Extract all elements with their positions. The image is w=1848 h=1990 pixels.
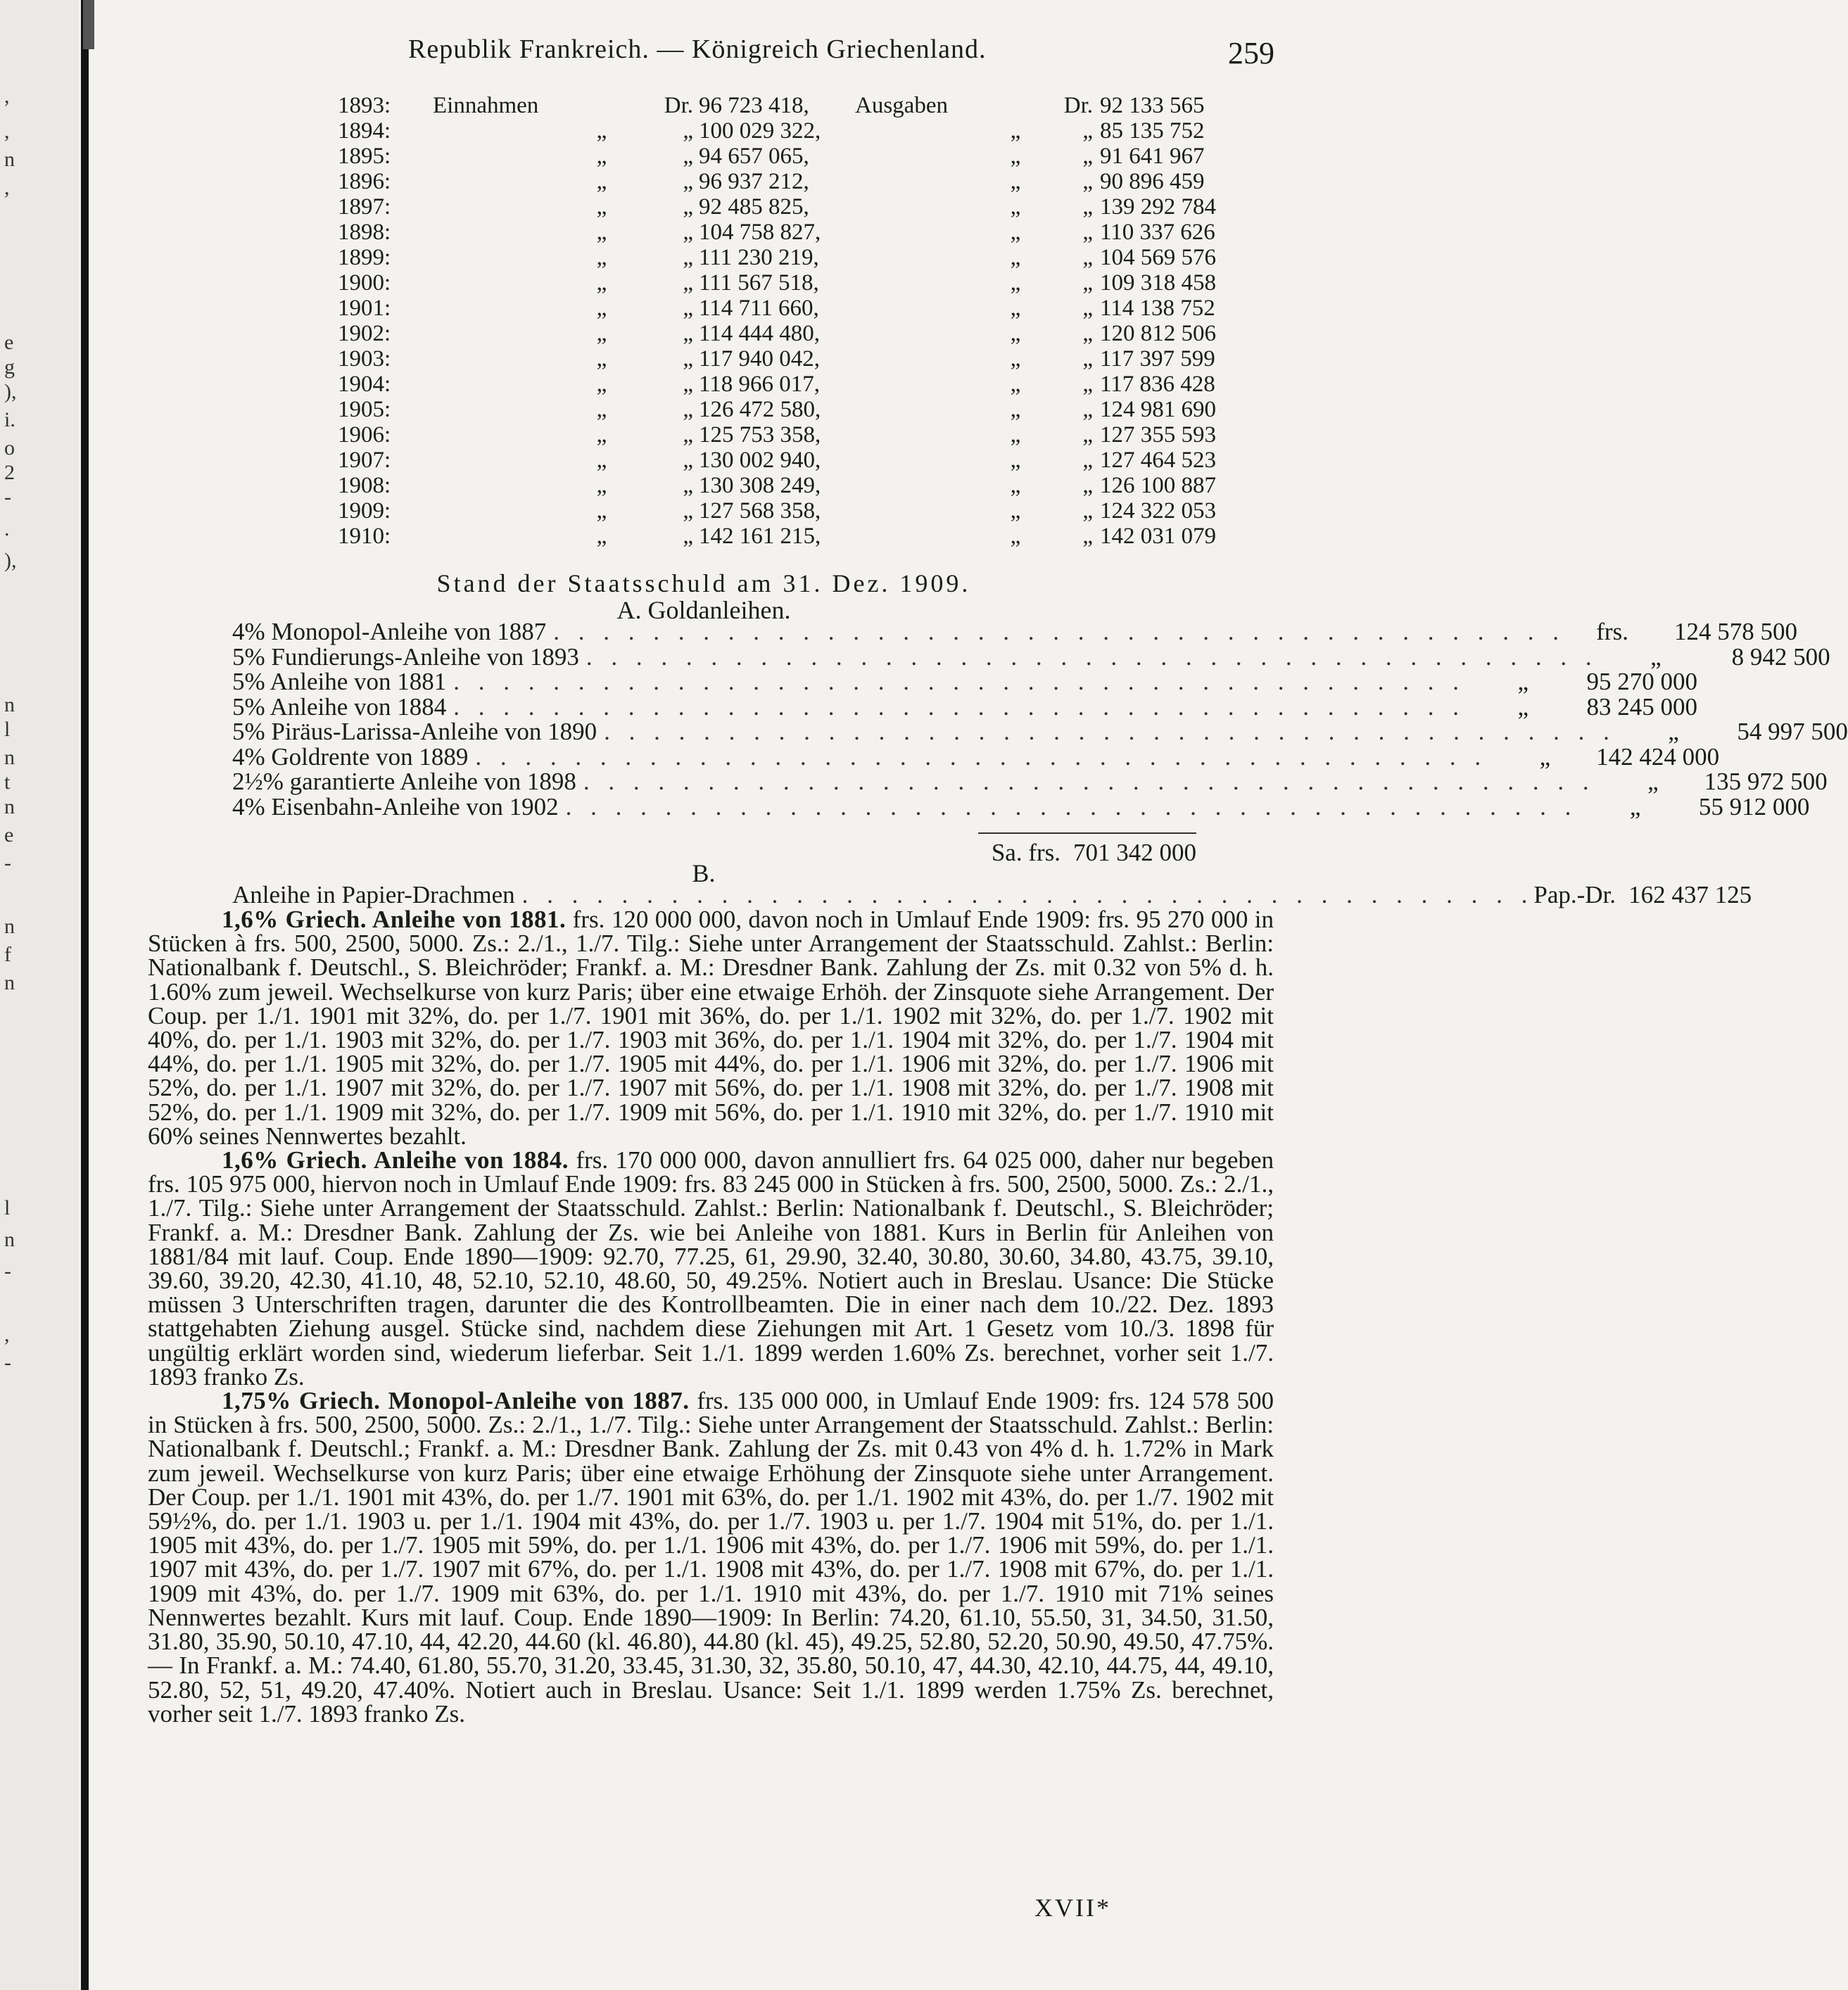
- margin-fragment: e: [4, 331, 14, 354]
- ditto-mark: „: [596, 346, 607, 372]
- currency-cell: „: [683, 270, 693, 296]
- income-cell: 96 937 212,: [699, 169, 809, 194]
- ditto-mark: „: [596, 473, 607, 498]
- loan-heading-1881: 1,6% Griech. Anleihe von 1881.: [222, 906, 567, 933]
- currency-cell: „: [683, 473, 693, 498]
- year-cell: 1901:: [338, 296, 391, 321]
- ditto-mark: [980, 93, 1051, 118]
- ditto-mark: „: [596, 270, 607, 296]
- gold-loan-name: 4% Monopol-Anleihe von 1887: [232, 618, 547, 645]
- currency-cell: „: [683, 169, 693, 194]
- income-label: [433, 422, 552, 448]
- gold-loan-row: [232, 768, 1828, 795]
- expense-cell: 124 981 690: [1100, 397, 1216, 422]
- gold-loans-list: [232, 618, 1848, 820]
- currency-cell: „: [1082, 194, 1093, 220]
- income-cell: 96 723 418,: [699, 93, 809, 118]
- ditto-mark: „: [1010, 220, 1021, 245]
- expense-cell: 110 337 626: [1100, 220, 1215, 245]
- currency-cell: „: [1082, 245, 1093, 270]
- expense-cell: 109 318 458: [1100, 270, 1216, 296]
- margin-fragment: n: [4, 1228, 15, 1251]
- debt-section-title: Stand der Staatsschuld am 31. Dez. 1909.: [436, 569, 971, 597]
- margin-fragment: n: [4, 148, 15, 171]
- revenue-row: [338, 194, 1262, 220]
- loan-descriptions: [148, 908, 1274, 1726]
- expense-cell: 90 896 459: [1100, 169, 1205, 194]
- currency-cell: „: [1082, 144, 1093, 169]
- loan-text-1887: frs. 135 000 000, in Umlauf Ende 1909: frs. 124 578 500 in Stücken à frs. 500, 2500, 5000. Zs.: 2./1., 1./7. Tilg.: Siehe unter Arrangement der Staatsschuld. Zahlst.: Berlin: Nationalbank f. Deutschl.; Frankf. a. M.: Dresdner Bank. Zahlung der Zs. mit 0.43 von 4% d. h. 1.72% in Mark zum jeweil. Wechselkurse von kurz Paris; über eine etwaige Erhöhung der Zinsquote siehe unter Arrangement. Der Coup. per 1./1. 1901 mit 43%, do. per 1./7. 1901 mit 63%, do. per 1./1. 1902 mit 43%, do. per 1./7. 1902 mit 59½%, do. per 1./1. 1903 u. per 1./1. 1904 mit 43%, do. per 1./7. 1903 u. per 1./7. 1904 mit 51%, do. per 1./1. 1905 mit 43%, do. per 1./7. 1905 mit 59%, do. per 1./1. 1906 mit 43%, do. per 1./7. 1906 mit 59%, do. per 1./1. 1907 mit 43%, do. per 1./7. 1907 mit 67%, do. per 1./1. 1908 mit 43%, do. per 1./7. 1908 mit 67%, do. per 1./1. 1909 mit 43%, do. per 1./7. 1909 mit 63%, do. per 1./1. 1910 mit 43%, do. per 1./7. 1910 mit 71% seines Nennwertes bezahlt. Kurs mit lauf. Coup. Ende 1890—1909: In Berlin: 74.20, 61.10, 55.50, 31, 34.50, 31.50, 31.80, 35.90, 50.10, 47.10, 44, 42.20, 44.60 (kl. 46.80), 44.80 (kl. 45), 49.25, 52.80, 52.20, 50.90, 49.50, 47.75%. — In Frankf. a. M.: 74.40, 61.80, 55.70, 31.20, 33.45, 31.30, 32, 35.80, 50.10, 47, 44.30, 42.10, 44.75, 44, 49.10, 52.80, 52, 51, 49.20, 47.40%. Notiert auch in Breslau. Usance: Seit 1./1. 1899 werden 1.75% Zs. berechnet, vorher seit 1./7. 1893 franko Zs.: [148, 1387, 1274, 1728]
- currency-cell: „: [683, 144, 693, 169]
- ditto-mark: „: [596, 372, 607, 397]
- running-title: Republik Frankreich. — Königreich Griechenland.: [408, 34, 987, 64]
- ditto-mark: „: [1010, 118, 1021, 144]
- margin-fragment: .: [4, 517, 10, 540]
- gold-loan-currency: „: [1647, 768, 1659, 795]
- gold-loans-heading: A. Goldanleihen.: [616, 596, 791, 624]
- year-cell: 1898:: [338, 220, 391, 245]
- expense-label: [855, 194, 980, 220]
- expense-label: [855, 245, 980, 270]
- ditto-mark: „: [1010, 397, 1021, 422]
- ditto-mark: „: [596, 144, 607, 169]
- revenue-row: [338, 372, 1262, 397]
- year-cell: 1900:: [338, 270, 391, 296]
- margin-fragment: f: [4, 943, 11, 966]
- margin-fragment: l: [4, 1196, 11, 1219]
- margin-fragment: ,: [4, 120, 10, 143]
- paper-loans-heading: B.: [692, 859, 716, 887]
- ditto-mark: „: [596, 524, 607, 549]
- sum-label: Sa. frs.: [991, 839, 1061, 866]
- expense-label: [855, 144, 980, 169]
- revenue-row: [338, 346, 1262, 372]
- expense-label: [855, 372, 980, 397]
- ditto-mark: „: [1010, 144, 1021, 169]
- year-cell: 1906:: [338, 422, 391, 448]
- income-label: [433, 524, 552, 549]
- currency-cell: „: [683, 498, 693, 524]
- income-label: [433, 397, 552, 422]
- income-cell: 125 753 358,: [699, 422, 821, 448]
- page-number: 259: [1228, 36, 1274, 70]
- ditto-mark: „: [1010, 473, 1021, 498]
- margin-fragment: l: [4, 718, 11, 741]
- ditto-mark: „: [1010, 346, 1021, 372]
- gold-loan-row: [232, 618, 1797, 645]
- expense-cell: 142 031 079: [1100, 524, 1216, 549]
- income-cell: 117 940 042,: [699, 346, 821, 372]
- gold-loan-amount: 55 912 000: [1698, 792, 1810, 820]
- expense-cell: 117 836 428: [1100, 372, 1215, 397]
- gold-loan-amount: 83 245 000: [1586, 692, 1698, 721]
- income-label: [433, 144, 552, 169]
- expense-label: Ausgaben: [855, 93, 948, 118]
- income-label: Einnahmen: [433, 93, 539, 118]
- revenue-row: [338, 144, 1262, 169]
- year-cell: 1902:: [338, 321, 391, 346]
- leader-dots: . . . . . . . . . . . . . . . . . . . . . . . . . . . . . . . . . . . . . . . . .: [453, 692, 1466, 721]
- income-label: [433, 194, 552, 220]
- margin-fragment: n: [4, 693, 15, 716]
- revenue-row: [338, 448, 1262, 473]
- ditto-mark: „: [1010, 524, 1021, 549]
- income-label: [433, 169, 552, 194]
- expense-label: [855, 220, 980, 245]
- revenue-row: [338, 220, 1262, 245]
- ditto-mark: „: [596, 296, 607, 321]
- expense-cell: 124 322 053: [1100, 498, 1216, 524]
- revenue-row: [338, 498, 1262, 524]
- loan-paragraph-1887: [148, 1389, 1274, 1726]
- currency-cell: „: [683, 524, 693, 549]
- expense-label: [855, 498, 980, 524]
- ditto-mark: „: [596, 245, 607, 270]
- gold-loan-row: [232, 718, 1848, 745]
- margin-fragment: e: [4, 823, 14, 847]
- gold-loan-currency: frs.: [1596, 618, 1628, 645]
- income-cell: 142 161 215,: [699, 524, 821, 549]
- gold-loan-name: 5% Anleihe von 1884: [232, 692, 447, 721]
- ditto-mark: [552, 93, 651, 118]
- currency-cell: „: [683, 296, 693, 321]
- revenue-row: [338, 93, 1262, 118]
- gold-loan-amount: 124 578 500: [1673, 618, 1797, 645]
- gold-loan-currency: „: [1629, 792, 1641, 820]
- revenue-expense-table: [338, 93, 1262, 549]
- income-cell: 130 308 249,: [699, 473, 821, 498]
- ditto-mark: „: [596, 169, 607, 194]
- currency-cell: „: [1082, 346, 1093, 372]
- expense-label: [855, 169, 980, 194]
- paper-loan-currency: Pap.-Dr.: [1533, 881, 1616, 908]
- income-cell: 127 568 358,: [699, 498, 821, 524]
- margin-fragment: ,: [4, 84, 10, 108]
- ditto-mark: „: [1010, 270, 1021, 296]
- currency-cell: „: [1082, 372, 1093, 397]
- leader-dots: . . . . . . . . . . . . . . . . . . . . . . . . . . . . . . . . . . . . . . . . .: [604, 718, 1616, 745]
- margin-fragment: -: [4, 1260, 11, 1283]
- gold-loan-amount: 135 972 500: [1704, 768, 1828, 795]
- gold-loan-name: 2½% garantierte Anleihe von 1898: [232, 768, 576, 795]
- ditto-mark: „: [596, 220, 607, 245]
- year-cell: 1910:: [338, 524, 391, 549]
- year-cell: 1904:: [338, 372, 391, 397]
- income-cell: 126 472 580,: [699, 397, 821, 422]
- income-label: [433, 220, 552, 245]
- income-cell: 104 758 827,: [699, 220, 821, 245]
- sum-rule: [978, 832, 1196, 834]
- margin-fragment: ,: [4, 1323, 10, 1346]
- income-label: [433, 448, 552, 473]
- margin-fragment: n: [4, 915, 15, 938]
- expense-cell: 117 397 599: [1100, 346, 1215, 372]
- currency-cell: „: [683, 346, 693, 372]
- margin-fragment: o: [4, 436, 15, 460]
- income-label: [433, 321, 552, 346]
- ditto-mark: „: [1010, 372, 1021, 397]
- ditto-mark: „: [596, 118, 607, 144]
- gold-loan-row: [232, 668, 1698, 695]
- income-cell: 92 485 825,: [699, 194, 809, 220]
- paper-loan-name: Anleihe in Papier-Drachmen: [232, 881, 515, 908]
- gold-loan-currency: „: [1517, 668, 1529, 695]
- revenue-row: [338, 524, 1262, 549]
- currency-cell: „: [1082, 397, 1093, 422]
- gold-loan-row: [232, 692, 1698, 721]
- currency-cell: „: [1082, 321, 1093, 346]
- expense-cell: 104 569 576: [1100, 245, 1216, 270]
- expense-label: [855, 296, 980, 321]
- income-cell: 111 230 219,: [699, 245, 819, 270]
- income-label: [433, 245, 552, 270]
- gold-loan-row: [232, 792, 1810, 820]
- year-cell: 1909:: [338, 498, 391, 524]
- expense-cell: 127 355 593: [1100, 422, 1216, 448]
- gold-loan-currency: „: [1539, 742, 1551, 771]
- gold-loan-currency: „: [1668, 718, 1679, 745]
- gold-loan-name: 5% Piräus-Larissa-Anleihe von 1890: [232, 718, 597, 745]
- leader-dots: . . . . . . . . . . . . . . . . . . . . . . . . . . . . . . . . . . . . . . . . .: [475, 742, 1488, 771]
- adjacent-page-margin: [0, 0, 79, 1990]
- ditto-mark: „: [596, 397, 607, 422]
- expense-cell: 126 100 887: [1100, 473, 1216, 498]
- loan-heading-1884: 1,6% Griech. Anleihe von 1884.: [222, 1146, 569, 1174]
- gold-loan-row: [232, 742, 1720, 771]
- expense-label: [855, 321, 980, 346]
- expense-label: [855, 397, 980, 422]
- income-label: [433, 270, 552, 296]
- currency-cell: Dr.: [664, 93, 693, 118]
- income-label: [433, 473, 552, 498]
- expense-cell: 92 133 565: [1100, 93, 1205, 118]
- gold-loan-row: [232, 642, 1830, 671]
- ditto-mark: „: [596, 448, 607, 473]
- margin-fragment: ,: [4, 176, 10, 199]
- income-cell: 118 966 017,: [699, 372, 821, 397]
- gold-loan-amount: 95 270 000: [1586, 668, 1698, 695]
- expense-label: [855, 346, 980, 372]
- currency-cell: „: [683, 321, 693, 346]
- ditto-mark: „: [1010, 296, 1021, 321]
- expense-cell: 114 138 752: [1100, 296, 1215, 321]
- signature-mark: XVII*: [1034, 1894, 1111, 1922]
- currency-cell: „: [683, 422, 693, 448]
- leader-dots: . . . . . . . . . . . . . . . . . . . . . . . . . . . . . . . . . . . . . . . . .: [586, 642, 1598, 671]
- ditto-mark: „: [596, 194, 607, 220]
- expense-cell: 139 292 784: [1100, 194, 1216, 220]
- income-cell: 111 567 518,: [699, 270, 819, 296]
- currency-cell: „: [1082, 118, 1093, 144]
- revenue-row: [338, 245, 1262, 270]
- income-label: [433, 346, 552, 372]
- revenue-row: [338, 270, 1262, 296]
- margin-fragment: -: [4, 851, 11, 875]
- currency-cell: „: [1082, 270, 1093, 296]
- year-cell: 1908:: [338, 473, 391, 498]
- gold-loan-name: 5% Anleihe von 1881: [232, 668, 447, 695]
- revenue-row: [338, 118, 1262, 144]
- year-cell: 1897:: [338, 194, 391, 220]
- currency-cell: „: [683, 118, 693, 144]
- ditto-mark: „: [1010, 498, 1021, 524]
- revenue-row: [338, 321, 1262, 346]
- margin-fragment: g: [4, 355, 15, 379]
- margin-fragment: -: [4, 1351, 11, 1374]
- revenue-row: [338, 473, 1262, 498]
- margin-fragment: n: [4, 971, 15, 994]
- ditto-mark: „: [1010, 245, 1021, 270]
- margin-fragment: t: [4, 771, 11, 794]
- currency-cell: „: [683, 397, 693, 422]
- income-label: [433, 372, 552, 397]
- margin-fragment: 2: [4, 461, 15, 484]
- ditto-mark: „: [1010, 194, 1021, 220]
- currency-cell: „: [1082, 524, 1093, 549]
- gold-loan-currency: „: [1650, 642, 1662, 671]
- income-label: [433, 296, 552, 321]
- currency-cell: „: [1082, 296, 1093, 321]
- loan-paragraph-1884: [148, 1148, 1274, 1389]
- income-cell: 100 029 322,: [699, 118, 821, 144]
- revenue-row: [338, 296, 1262, 321]
- expense-label: [855, 270, 980, 296]
- gold-loan-amount: 142 424 000: [1596, 742, 1720, 771]
- loan-text-1881: frs. 120 000 000, davon noch in Umlauf Ende 1909: frs. 95 270 000 in Stücken à frs. 500, 2500, 5000. Zs.: 2./1., 1./7. Tilg.: Siehe unter Arrangement der Staatsschuld. Zahlst.: Berlin: Nationalbank f. Deutschl., S. Bleichröder; Frankf. a. M.: Dresdner Bank. Zahlung der Zs. mit 0.32 von 5% d. h. 1.60% zum jeweil. Wechselkurse von kurz Paris; über eine etwaige Erhöh. der Zinsquote siehe Arrangement. Der Coup. per 1./1. 1901 mit 32%, do. per 1./7. 1901 mit 36%, do. per 1./1. 1902 mit 32%, do. per 1./7. 1902 mit 40%, do. per 1./1. 1903 mit 32%, do. per 1./7. 1903 mit 36%, do. per 1./1. 1904 mit 32%, do. per 1./7. 1904 mit 44%, do. per 1./1. 1905 mit 32%, do. per 1./7. 1905 mit 44%, do. per 1./1. 1906 mit 32%, do. per 1./7. 1906 mit 52%, do. per 1./1. 1907 mit 32%, do. per 1./7. 1907 mit 56%, do. per 1./1. 1908 mit 32%, do. per 1./7. 1908 mit 52%, do. per 1./1. 1909 mit 32%, do. per 1./7. 1909 mit 56%, do. per 1./1. 1910 mit 32%, do. per 1./7. 1910 mit 60% seines Nennwertes bezahlt.: [148, 906, 1274, 1150]
- year-cell: 1896:: [338, 169, 391, 194]
- expense-label: [855, 422, 980, 448]
- year-cell: 1903:: [338, 346, 391, 372]
- gold-loan-currency: „: [1517, 692, 1529, 721]
- currency-cell: „: [683, 220, 693, 245]
- expense-cell: 127 464 523: [1100, 448, 1216, 473]
- expense-label: [855, 524, 980, 549]
- currency-cell: „: [1082, 169, 1093, 194]
- ditto-mark: „: [596, 498, 607, 524]
- income-cell: 114 711 660,: [699, 296, 819, 321]
- margin-fragment: n: [4, 746, 15, 769]
- year-cell: 1899:: [338, 245, 391, 270]
- leader-dots: . . . . . . . . . . . . . . . . . . . . . . . . . . . . . . . . . . . . . . . . .: [453, 668, 1466, 695]
- income-cell: 94 657 065,: [699, 144, 809, 169]
- book-spine-shadow: [81, 0, 89, 1990]
- revenue-row: [338, 169, 1262, 194]
- currency-cell: „: [1082, 422, 1093, 448]
- margin-fragment: -: [4, 486, 11, 509]
- currency-cell: „: [683, 448, 693, 473]
- ditto-mark: „: [1010, 321, 1021, 346]
- currency-cell: Dr.: [1063, 93, 1093, 118]
- paper-loan-row: [232, 881, 1752, 909]
- ditto-mark: „: [1010, 422, 1021, 448]
- year-cell: 1895:: [338, 144, 391, 169]
- expense-label: [855, 448, 980, 473]
- margin-fragment: ),: [4, 380, 17, 403]
- income-cell: 114 444 480,: [699, 321, 821, 346]
- gold-loan-name: 5% Fundierungs-Anleihe von 1893: [232, 642, 579, 671]
- margin-fragment: n: [4, 795, 15, 818]
- currency-cell: „: [683, 245, 693, 270]
- ditto-mark: „: [1010, 448, 1021, 473]
- loan-text-1884: frs. 170 000 000, davon annulliert frs. 64 025 000, daher nur begeben frs. 105 975 000, hiervon noch in Umlauf Ende 1909: frs. 83 245 000 in Stücken à frs. 500, 2500, 5000. Zs.: 2./1., 1./7. Tilg.: Siehe unter Arrangement der Staatsschuld. Zahlst.: Berlin: Nationalbank f. Deutschl., S. Bleichröder; Frankf. a. M.: Dresdner Bank. Zahlung der Zs. wie bei Anleihe von 1881. Kurs in Berlin für Anleihen von 1881/84 mit lauf. Coup. Ende 1890—1909: 92.70, 77.25, 61, 29.90, 32.40, 30.80, 30.60, 34.80, 43.75, 39.10, 39.60, 39.20, 42.30, 41.10, 48, 52.10, 52.10, 48.60, 50, 49.25%. Notiert auch in Breslau. Usance: Die Stücke müssen 3 Unterschriften tragen, darunter die des Kontrollbeamten. Die in einer nach dem 10./22. Dez. 1893 stattgehabten Ziehung ausgel. Stücke sind, nachdem diese Ziehungen mit Art. 1 Gesetz vom 10./3. 1898 für ungültig erklärt worden sind, wiederum lieferbar. Seit 1./1. 1899 werden 1.60% Zs. berechnet, vorher seit 1./7. 1893 franko Zs.: [148, 1146, 1274, 1390]
- currency-cell: „: [1082, 498, 1093, 524]
- expense-label: [855, 473, 980, 498]
- year-cell: 1907:: [338, 448, 391, 473]
- margin-fragment: ),: [4, 549, 17, 572]
- leader-dots: . . . . . . . . . . . . . . . . . . . . . . . . . . . . . . . . . . . . . . . . .: [521, 881, 1534, 908]
- sum-amount: 701 342 000: [1073, 839, 1196, 866]
- year-cell: 1905:: [338, 397, 391, 422]
- leader-dots: . . . . . . . . . . . . . . . . . . . . . . . . . . . . . . . . . . . . . . . . .: [565, 792, 1578, 820]
- gold-loan-amount: 54 997 500: [1737, 718, 1848, 745]
- ditto-mark: „: [596, 422, 607, 448]
- revenue-row: [338, 397, 1262, 422]
- currency-cell: „: [1082, 473, 1093, 498]
- margin-fragment: i.: [4, 408, 15, 431]
- income-cell: 130 002 940,: [699, 448, 821, 473]
- gold-loan-amount: 8 942 500: [1731, 642, 1830, 671]
- ditto-mark: „: [1010, 169, 1021, 194]
- currency-cell: „: [683, 372, 693, 397]
- ditto-mark: „: [596, 321, 607, 346]
- gold-loan-name: 4% Eisenbahn-Anleihe von 1902: [232, 792, 559, 820]
- currency-cell: „: [1082, 220, 1093, 245]
- leader-dots: . . . . . . . . . . . . . . . . . . . . . . . . . . . . . . . . . . . . . . . . .: [583, 768, 1595, 795]
- revenue-row: [338, 422, 1262, 448]
- year-cell: 1894:: [338, 118, 391, 144]
- loan-paragraph-1881: [148, 908, 1274, 1148]
- book-spine-cap: [83, 0, 94, 49]
- expense-cell: 91 641 967: [1100, 144, 1205, 169]
- currency-cell: „: [683, 194, 693, 220]
- gold-loan-name: 4% Goldrente von 1889: [232, 742, 469, 771]
- expense-cell: 120 812 506: [1100, 321, 1216, 346]
- expense-cell: 85 135 752: [1100, 118, 1205, 144]
- leader-dots: . . . . . . . . . . . . . . . . . . . . . . . . . . . . . . . . . . . . . . . . .: [553, 618, 1565, 645]
- paper-loan-amount: 162 437 125: [1628, 881, 1752, 908]
- income-label: [433, 498, 552, 524]
- year-cell: 1893:: [338, 93, 391, 118]
- currency-cell: „: [1082, 448, 1093, 473]
- expense-label: [855, 118, 980, 144]
- loan-heading-1887: 1,75% Griech. Monopol-Anleihe von 1887.: [222, 1387, 690, 1415]
- income-label: [433, 118, 552, 144]
